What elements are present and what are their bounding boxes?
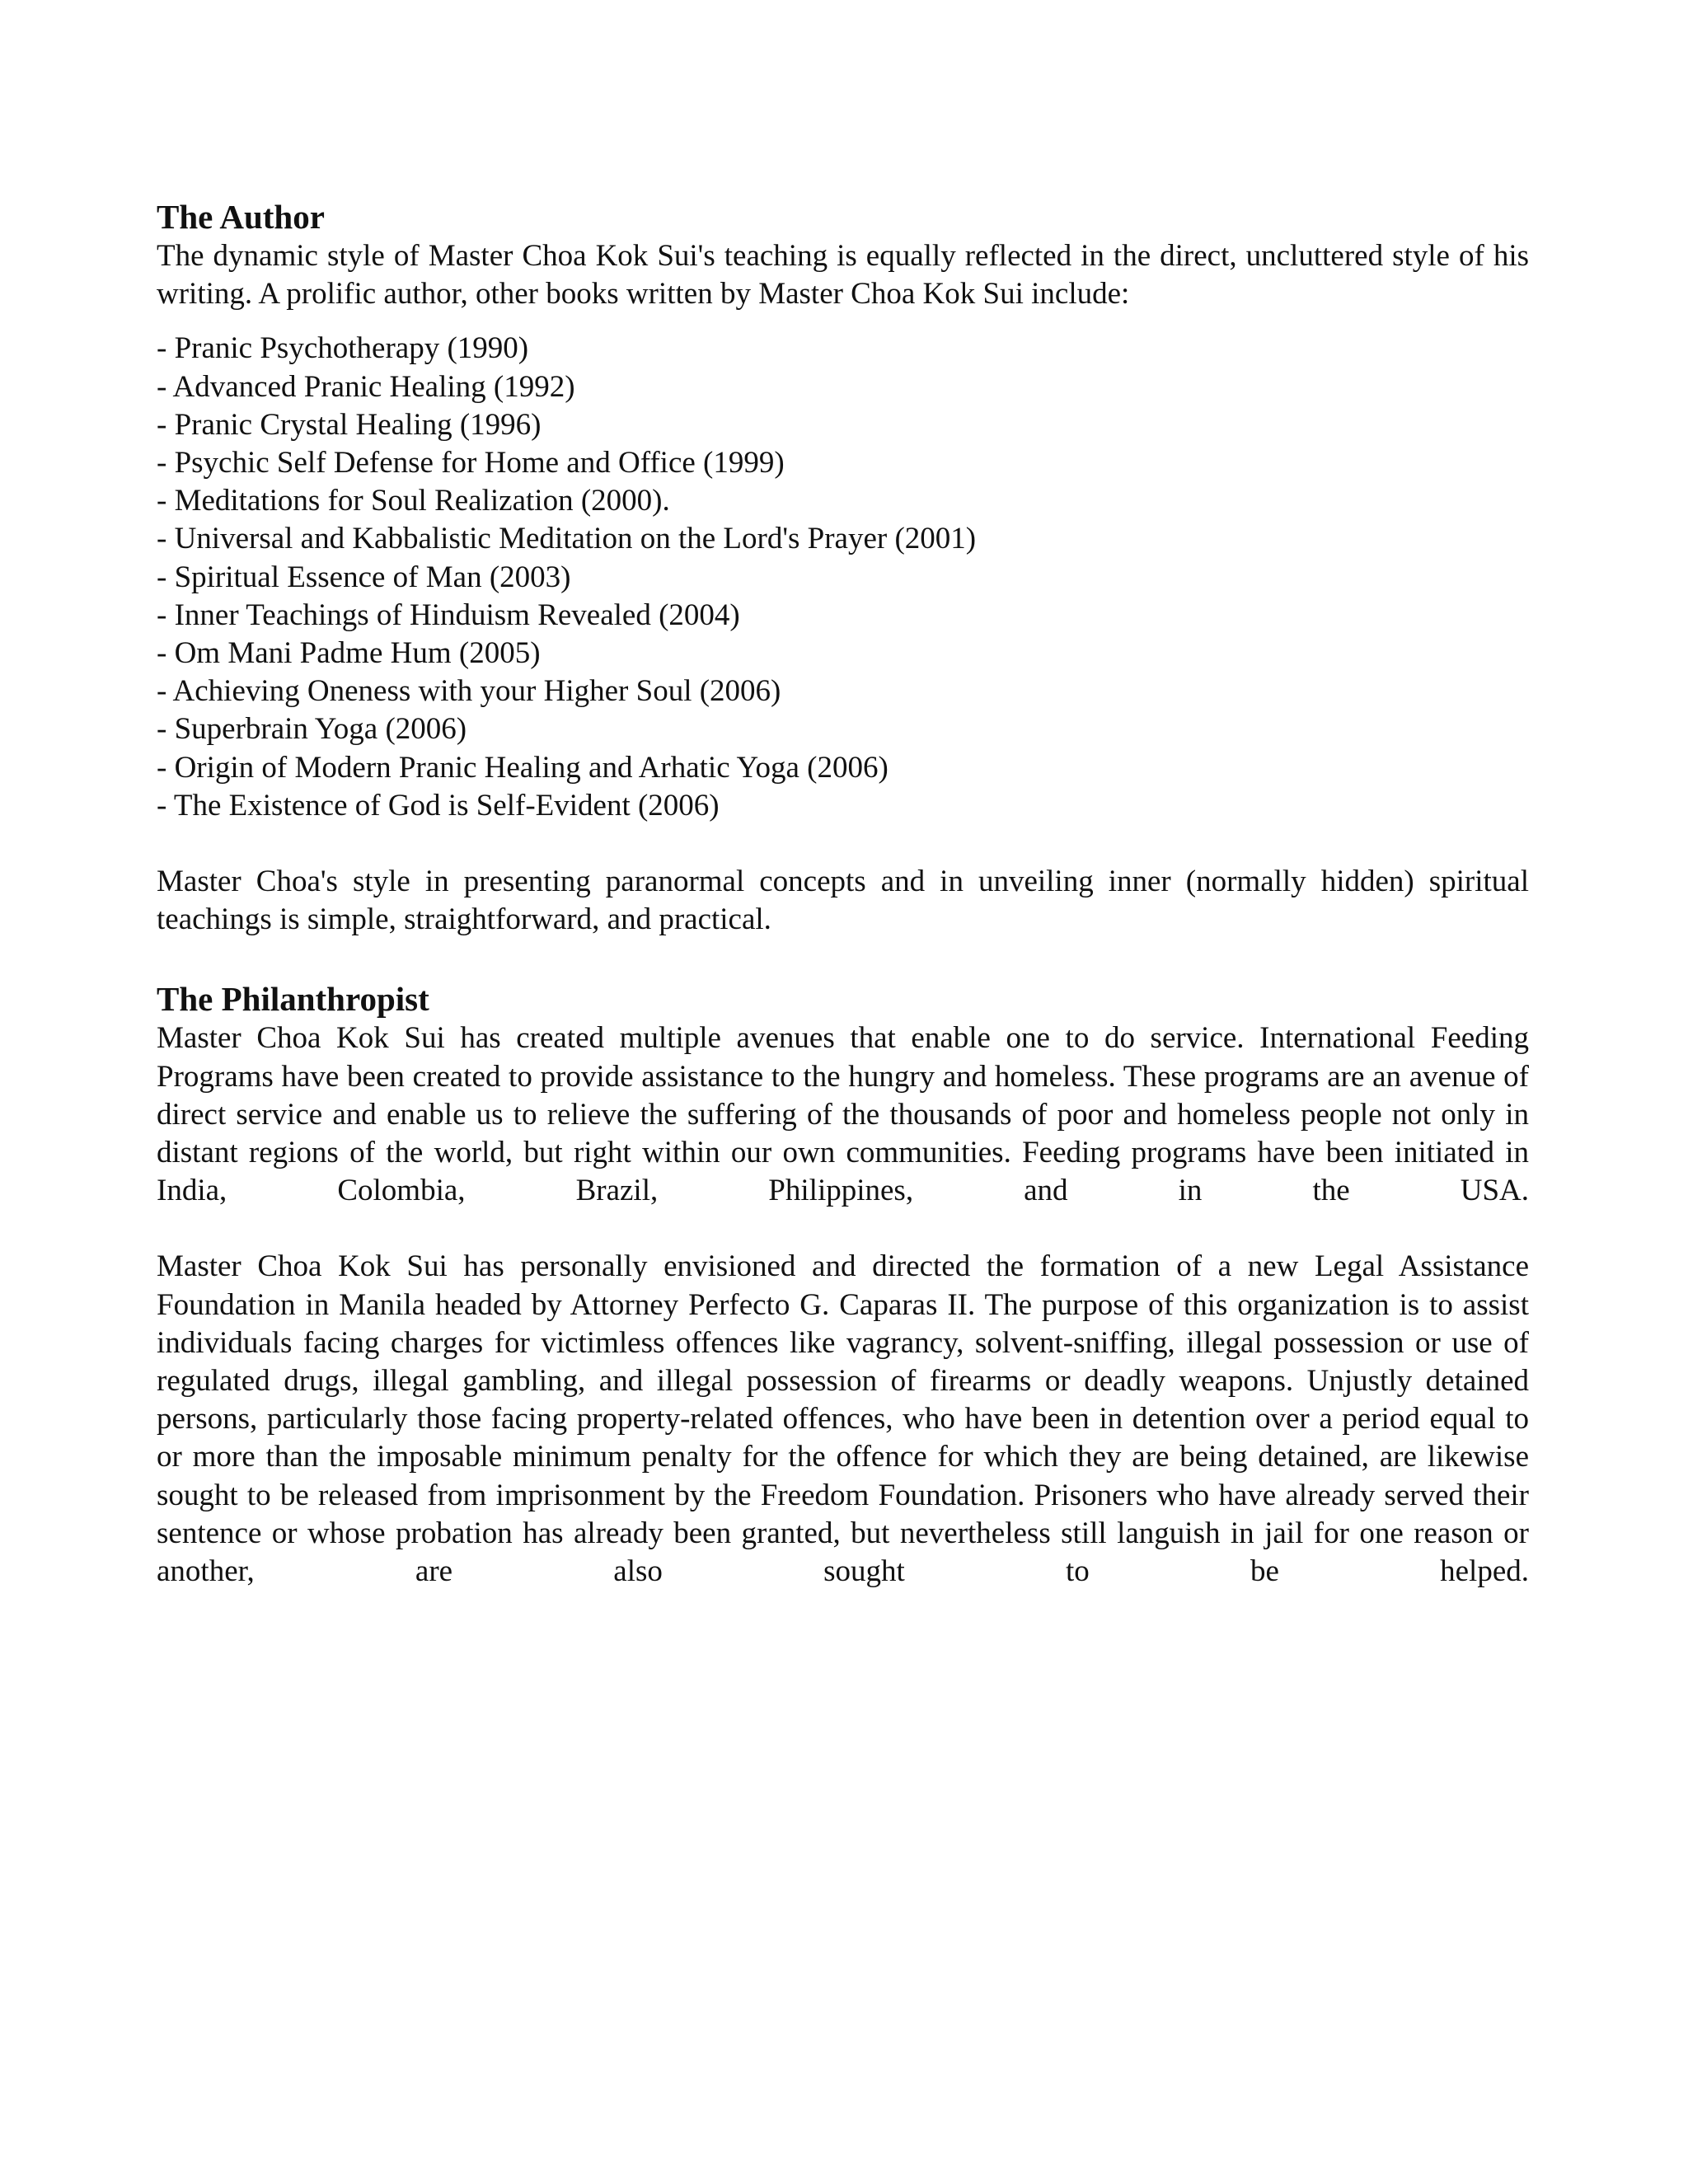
book-list-item: - Achieving Oneness with your Higher Soul (2006) [157, 674, 781, 709]
book-list-item: - The Existence of God is Self-Evident (2006) [157, 788, 720, 823]
book-list-item: - Pranic Psychotherapy (1990) [157, 331, 529, 366]
book-list-item: - Inner Teachings of Hinduism Revealed (2004) [157, 598, 740, 632]
philanthropist-heading: The Philanthropist [157, 980, 429, 1019]
book-list [157, 330, 1529, 825]
spacer [157, 939, 1529, 978]
author-intro-paragraph: The dynamic style of Master Choa Kok Sui's teaching is equally reflected in the direct, uncluttered style of his writing. A prolific author, other books written by Master Choa Kok Sui include: [157, 239, 1529, 312]
spacer [157, 825, 1529, 863]
book-list-item: - Psychic Self Defense for Home and Office (1999) [157, 446, 785, 480]
book-list-item: - Pranic Crystal Healing (1996) [157, 407, 542, 442]
book-list-item: - Om Mani Padme Hum (2005) [157, 636, 541, 671]
author-section [157, 196, 1529, 939]
philanthropist-section [157, 978, 1529, 1591]
book-list-item: - Spiritual Essence of Man (2003) [157, 560, 571, 594]
book-list-item: - Advanced Pranic Healing (1992) [157, 369, 575, 404]
book-list-item: - Universal and Kabbalistic Meditation on the Lord's Prayer (2001) [157, 522, 977, 556]
book-list-item: - Meditations for Soul Realization (2000). [157, 484, 670, 518]
book-list-item: - Superbrain Yoga (2006) [157, 712, 467, 747]
philanthropist-paragraph-1: Master Choa Kok Sui has created multiple avenues that enable one to do service. International Feeding Programs have been created to provide assistance to the hungry and homeless. These programs are an avenue of direct service and enable us to relieve the suffering of the thousands of poor and homeless people not only in distant regions of the world, but right within our own communities. Feeding programs have been initiated in India, Colombia, Brazil, Philippines, and in the USA. [157, 1021, 1529, 1208]
book-list-item: - Origin of Modern Pranic Healing and Arhatic Yoga (2006) [157, 750, 889, 785]
philanthropist-paragraph-2: Master Choa Kok Sui has personally envisioned and directed the formation of a new Legal Assistance Foundation in Manila headed by Attorney Perfecto G. Caparas II. The purpose of this organization is to assist individuals facing charges for victimless offences like vagrancy, solvent-sniffing, illegal possession or use of regulated drugs, illegal gambling, and illegal possession of firearms or deadly weapons. Unjustly detained persons, particularly those facing property-related offences, who have been in detention over a period equal to or more than the imposable minimum penalty for the offence for which they are being detained, are likewise sought to be released from imprisonment by the Freedom Foundation. Prisoners who have already served their sentence or whose probation has already been granted, but nevertheless still languish in jail for one reason or another, are also sought to be helped. [157, 1249, 1529, 1589]
page-content [157, 196, 1529, 1591]
spacer [157, 1210, 1529, 1248]
author-closing-paragraph: Master Choa's style in presenting paranormal concepts and in unveiling inner (normally hidden) spiritual teachings is simple, straightforward, and practical. [157, 865, 1529, 937]
author-heading: The Author [157, 198, 325, 236]
